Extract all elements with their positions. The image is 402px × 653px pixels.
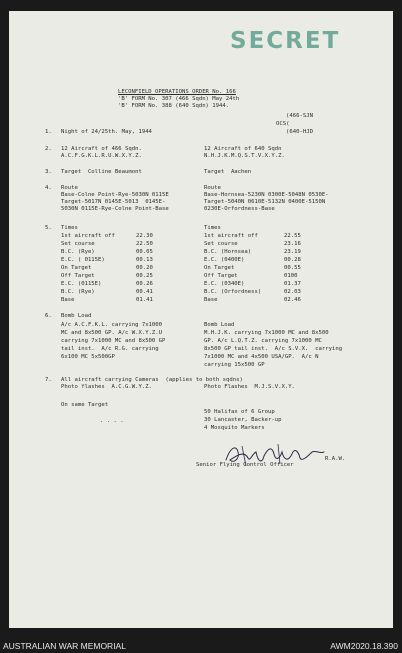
cameras-note: All aircraft carrying Cameras (applies to both sqdns) xyxy=(61,377,243,383)
bomb-load-label: Bomb Load xyxy=(61,313,92,319)
time-value: 22.30 xyxy=(136,233,153,239)
aircraft-letters-640: N.H.J.K.M.Q.S.T.V.X.Y.Z. xyxy=(204,153,285,159)
archive-reference: AWM2020.18.390 xyxy=(330,641,398,651)
time-value: 0100 xyxy=(284,273,298,279)
item-number: 1. xyxy=(45,129,52,135)
time-value: 23.19 xyxy=(284,249,301,255)
item-number: 4. xyxy=(45,185,52,191)
route-640-line: Base-Hornsea-5230N 0300E-5048N 0530E- xyxy=(204,192,329,198)
form-number-466: 'B' FORM No. 307 (466 Sqdn) May 24th xyxy=(118,96,240,102)
time-event: On Target xyxy=(204,265,235,271)
time-event: E.C. ( 0115E) xyxy=(61,257,105,263)
initials: R.A.W. xyxy=(325,456,346,462)
time-event: E.C. (0400E) xyxy=(204,257,245,263)
aircraft-letters-466: A.C.F.G.K.L.R.U.W.X.Y.Z. xyxy=(61,153,142,159)
time-value: 00.13 xyxy=(136,257,153,263)
time-event: E.C. (0340E) xyxy=(204,281,245,287)
time-value: 02.03 xyxy=(284,289,301,295)
time-event: B.C. (Rye) xyxy=(61,289,95,295)
item-number: 2. xyxy=(45,146,52,152)
route-640-line: 0230E-Orfordness-Base xyxy=(204,206,275,212)
time-event: B.C. (Rye) xyxy=(61,249,95,255)
header-side-note: (466-SJN xyxy=(286,113,313,119)
time-value: 00.28 xyxy=(284,257,301,263)
route-label: Route xyxy=(61,185,78,191)
time-event: 1st aircraft off xyxy=(61,233,115,239)
time-event: Base xyxy=(61,297,75,303)
same-target-note: On same Target xyxy=(61,402,109,408)
time-event: B.C. (Orfordness) xyxy=(204,289,262,295)
item-number: 6. xyxy=(45,313,52,319)
route-466-line: 5030N 0115E-Rye-Colne Point-Base xyxy=(61,206,169,212)
order-title: LECONFIELD OPERATIONS ORDER No. 166 xyxy=(118,89,236,95)
aircraft-466: 12 Aircraft of 466 Sqdn. xyxy=(61,146,142,152)
bomb-load-640-line: carrying 15x500 GP xyxy=(204,362,265,368)
time-event: Off Target xyxy=(204,273,238,279)
photo-flashes-466: Photo flashes A.C.G.W.Y.Z. xyxy=(61,384,152,390)
route-466-line: Base-Colne Point-Rye-5030N 0115E xyxy=(61,192,169,198)
route-640-line: Target-5040N 0610E-5132N 0400E-5150N xyxy=(204,199,326,205)
time-value: 00.41 xyxy=(136,289,153,295)
secret-stamp: SECRET xyxy=(230,28,341,54)
time-event: Base xyxy=(204,297,218,303)
route-label: Route xyxy=(204,185,221,191)
time-value: 23.16 xyxy=(284,241,301,247)
bomb-load-640-line: 8x500 GP tail inst. A/c S.V.X. carrying xyxy=(204,346,343,352)
item-number: 7. xyxy=(45,377,52,383)
bomb-load-640-line: M.H.J.K. carrying 7x1000 MC and 8x500 xyxy=(204,330,329,336)
route-466-line: Target-5017N 0145E-5013 0145E- xyxy=(61,199,166,205)
time-value: 00.20 xyxy=(136,265,153,271)
ellipsis: . . . . xyxy=(100,418,124,424)
archive-footer xyxy=(0,638,402,653)
time-event: B.C. (Hornsea) xyxy=(204,249,252,255)
time-value: 22.55 xyxy=(284,233,301,239)
item-number: 3. xyxy=(45,169,52,175)
bomb-load-466-line: A/c A.C.F.K.L. carrying 7x1000 xyxy=(61,322,163,328)
time-value: 01.41 xyxy=(136,297,153,303)
archive-name: AUSTRALIAN WAR MEMORIAL xyxy=(3,641,126,651)
force-line: 30 Lancaster, Backer-up xyxy=(204,417,282,423)
signoff-title: Senior Flying Control Officer xyxy=(196,462,294,468)
photo-flashes-640: Photo Flashes M.J.S.V.X.Y. xyxy=(204,384,295,390)
time-value: 00.05 xyxy=(136,249,153,255)
bomb-load-label: Bomb Load xyxy=(204,322,235,328)
time-value: 22.50 xyxy=(136,241,153,247)
times-label: Times xyxy=(204,225,221,231)
force-line: 4 Mosquito Markers xyxy=(204,425,265,431)
item-number: 5. xyxy=(45,225,52,231)
target-466: Target Colline Beaumont xyxy=(61,169,142,175)
time-value: 00.55 xyxy=(284,265,301,271)
form-number-640: 'B' FORM No. 388 (640 Sqdn) 1944. xyxy=(118,103,230,109)
night-date: Night of 24/25th. May, 1944 xyxy=(61,129,152,135)
time-value: 01.37 xyxy=(284,281,301,287)
bomb-load-466-line: tail inst. A/c R.G. carrying xyxy=(61,346,159,352)
bomb-load-640-line: GP. A/c L.Q.T.Z. carrying 7x1000 MC xyxy=(204,338,322,344)
target-640: Target Aachen xyxy=(204,169,252,175)
time-event: Set course xyxy=(204,241,238,247)
bomb-load-466-line: MC and 8x500 GP. A/c W.X.Y.Z.U xyxy=(61,330,163,336)
time-value: 02.46 xyxy=(284,297,301,303)
header-side-note: OCS( xyxy=(276,121,290,127)
time-value: 00.26 xyxy=(136,281,153,287)
time-event: On Target xyxy=(61,265,92,271)
force-line: 50 Halifax of 6 Group xyxy=(204,409,275,415)
time-event: Off Target xyxy=(61,273,95,279)
aircraft-640: 12 Aircraft of 640 Sqdn xyxy=(204,146,282,152)
time-event: Set course xyxy=(61,241,95,247)
bomb-load-640-line: 7x1000 MC and 4x500 USA/GP. A/c N xyxy=(204,354,319,360)
bomb-load-466-line: carrying 7x1000 MC and 8x500 GP xyxy=(61,338,166,344)
times-label: Times xyxy=(61,225,78,231)
time-event: 1st aircraft off xyxy=(204,233,258,239)
time-event: E.C. (0115E) xyxy=(61,281,102,287)
bomb-load-466-line: 6x100 MC 5x500GP xyxy=(61,354,115,360)
time-value: 00.25 xyxy=(136,273,153,279)
header-side-note: (640-HJD xyxy=(286,129,313,135)
